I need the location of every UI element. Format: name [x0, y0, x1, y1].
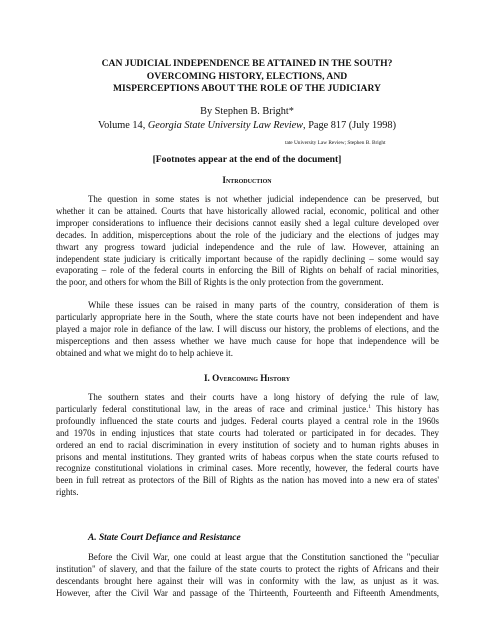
paragraph-line: evaporating – role of the federal courts in enforcing the Bill of Rights on behalf of racial minorities,: [56, 265, 439, 276]
title-line: CAN JUDICIAL INDEPENDENCE BE ATTAINED IN THE SOUTH?: [101, 58, 393, 69]
paragraph-line: However, after the Civil War and passage of the Thirteenth, Fourteenth and Fifteenth Amendments,: [56, 587, 439, 598]
paragraph-line: decades. In addition, misperceptions about the role of the judiciary and the elections of judges may: [56, 229, 439, 240]
paragraph-line: played a major role in defiance of the law. I will discuss our history, the problems of elections, and the: [56, 323, 439, 334]
paragraph-line: the poor, and others for whom the Bill of Rights is the only protection from the government.: [56, 277, 384, 288]
paragraph-4: [56, 552, 439, 600]
footnote-notice: [Footnotes appear at the end of the document]: [152, 154, 342, 165]
paragraph-2: [56, 300, 439, 360]
paragraph-line: been in full retreat as protectors of the Bill of Rights as the nation has moved into a new era of states': [56, 475, 439, 486]
paragraph-line: misperceptions and then assess whether we have much cause for hope that independence will be: [56, 335, 439, 346]
paragraph-line: The question in some states is not whether judicial independence can be preserved, but: [88, 194, 439, 204]
paragraph-line: ordered an end to racial discrimination in every institution of society and to human rights abuses in: [56, 439, 439, 450]
paragraph-line: profoundly influenced the state courts and judges. Federal courts played a central role in the 1960s: [56, 415, 439, 426]
paragraph-line: recognize constitutional violations in criminal cases. More recently, however, the federal courts have: [56, 463, 439, 474]
citation-prefix: Volume 14,: [97, 119, 148, 131]
article-title: [40, 58, 454, 96]
paragraph-1: [56, 194, 439, 289]
citation-journal: Georgia State University Law Review: [147, 119, 304, 131]
section-1-heading: I. Overcoming History: [203, 373, 291, 383]
paragraph-line: and 1970s in ending injustices that state courts had tolerated or participated in for decades. They: [56, 427, 439, 438]
paragraph-line: While these issues can be raised in many parts of the country, consideration of them is: [88, 300, 439, 310]
paragraph-line: improper considerations to influence their decisions cannot easily shed a legal culture developed over: [56, 217, 439, 228]
paragraph-line: rights.: [56, 487, 79, 498]
title-line: MISPERCEPTIONS ABOUT THE ROLE OF THE JUDICIARY: [113, 83, 381, 95]
paragraph-line: [56, 404, 439, 416]
paragraph-line: independent state judiciary is critically important because of the rapidly declining – some would say: [56, 253, 439, 264]
author-name: By Stephen B. Bright*: [200, 106, 294, 117]
paragraph-line: descendants brought here against their will was in conformity with the law, as unjust as it was.: [56, 575, 439, 586]
footnote-marker[interactable]: 1: [368, 403, 372, 410]
citation-suffix: , Page 817 (July 1998): [303, 119, 396, 131]
byline: [40, 105, 454, 132]
paragraph-line: institution" of slavery, and that the failure of the state courts to protect the rights of Africans and their: [56, 563, 439, 574]
paragraph-line: whether it can be attained. Courts that have historically allowed racial, economic, political and other: [56, 205, 439, 216]
paragraph-line: Before the Civil War, one could at least argue that the Constitution sanctioned the "peculiar: [88, 552, 439, 562]
line-text: particularly federal constitutional law, in the areas of race and criminal justice.: [56, 403, 369, 414]
line-text: This history has: [371, 403, 439, 414]
subsection-a-heading: A. State Court Defiance and Resistance: [88, 533, 241, 543]
citation: [40, 119, 454, 133]
title-line: OVERCOMING HISTORY, ELECTIONS, AND: [146, 70, 348, 82]
paragraph-line: prisons and mental institutions. They granted writs of habeas corpus when the state courts refused to: [56, 451, 439, 462]
paragraph-line: The southern states and their courts have a long history of defying the rule of law,: [88, 392, 439, 402]
paragraph-line: particularly appropriate here in the South, where the state courts have not been independent and have: [56, 311, 439, 322]
paragraph-line: obtained and what we might do to help achieve it.: [56, 347, 233, 358]
paragraph-line: thwart any progress toward judicial independence and the rule of law. However, attaining an: [56, 241, 439, 252]
paragraph-3: [56, 392, 439, 499]
introduction-heading: Introduction: [222, 175, 272, 185]
running-note: tate University Law Review; Stephen B. Bright: [285, 140, 386, 146]
